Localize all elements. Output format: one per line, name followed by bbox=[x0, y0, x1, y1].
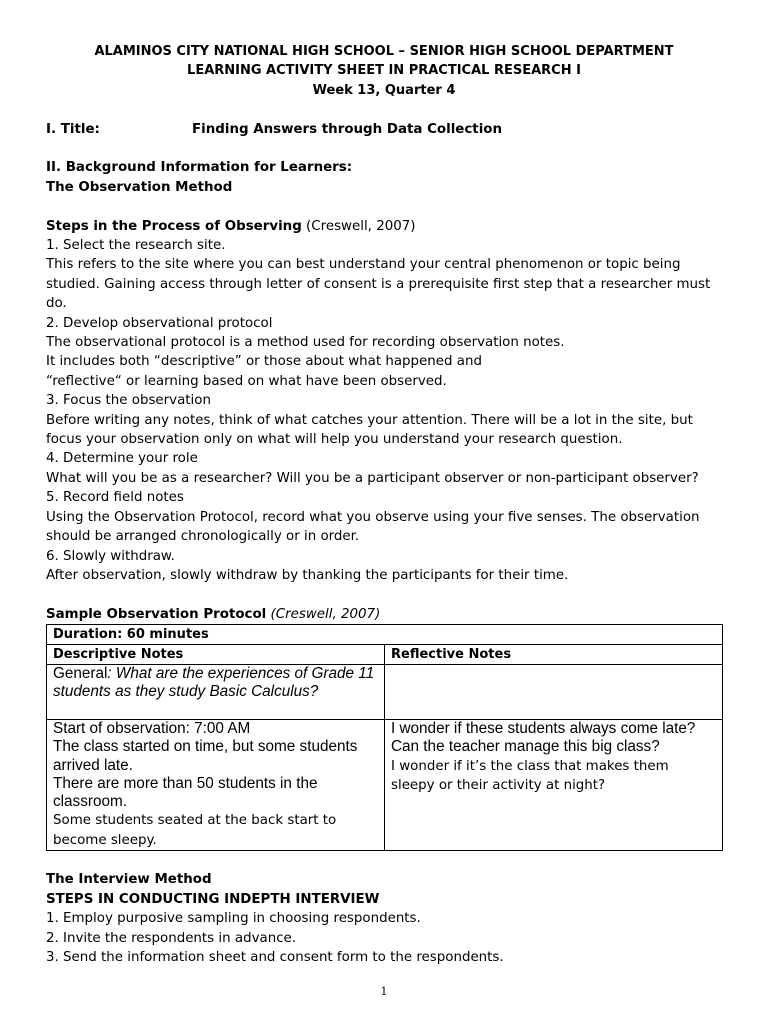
reflective-note: Can the teacher manage this big class? bbox=[391, 738, 660, 756]
descriptive-notes-header: Descriptive Notes bbox=[47, 645, 385, 665]
interview-step: 3. Send the information sheet and consent form to the respondents. bbox=[46, 949, 504, 965]
steps-heading: Steps in the Process of Observing bbox=[46, 218, 302, 234]
descriptive-notes-cell bbox=[47, 720, 385, 851]
general-label: General bbox=[53, 665, 108, 683]
step-line: Using the Observation Protocol, record what you observe using your five senses. The observation should be arranged chronologically or in order. bbox=[46, 509, 700, 545]
page-number: 1 bbox=[380, 985, 388, 998]
background-heading: II. Background Information for Learners: bbox=[46, 160, 353, 176]
interview-step: 2. Invite the respondents in advance. bbox=[46, 930, 297, 946]
step-line: It includes both “descriptive” or those about what happened and bbox=[46, 354, 482, 370]
general-cell bbox=[47, 665, 385, 720]
step-line: 4. Determine your role bbox=[46, 451, 198, 467]
interview-subheading: STEPS IN CONDUCTING INDEPTH INTERVIEW bbox=[46, 891, 380, 907]
observation-protocol-table bbox=[46, 624, 723, 851]
step-line: 3. Focus the observation bbox=[46, 393, 211, 409]
observation-method-heading: The Observation Method bbox=[46, 179, 233, 195]
step-line: What will you be as a researcher? Will you be a participant observer or non-participant observer? bbox=[46, 470, 699, 486]
step-line: This refers to the site where you can best understand your central phenomenon or topic being studied. Gaining access through letter of consent is a prerequisite first step that a researcher must do. bbox=[46, 257, 711, 312]
reflective-note: I wonder if these students always come late? bbox=[391, 720, 696, 738]
step-line: 5. Record field notes bbox=[46, 490, 184, 506]
protocol-citation: (Creswell, 2007) bbox=[270, 606, 381, 622]
step-line: Before writing any notes, think of what catches your attention. There will be a lot in the site, but focus your observation only on what will help you understand your research question. bbox=[46, 412, 693, 448]
general-text: : What are the experiences of Grade 11 students as they study Basic Calculus? bbox=[53, 665, 375, 701]
protocol-heading-line bbox=[46, 605, 722, 624]
table-row bbox=[47, 625, 723, 645]
step-line: After observation, slowly withdraw by thanking the participants for their time. bbox=[46, 567, 569, 583]
step-line: 6. Slowly withdraw. bbox=[46, 548, 175, 564]
steps-citation: (Creswell, 2007) bbox=[301, 218, 416, 234]
descriptive-note: Start of observation: 7:00 AM bbox=[53, 720, 251, 738]
document-page bbox=[46, 42, 722, 967]
reflective-note: I wonder if it’s the class that makes them sleepy or their activity at night? bbox=[391, 758, 669, 793]
title-row bbox=[46, 120, 722, 139]
interview-heading: The Interview Method bbox=[46, 872, 212, 888]
step-line: 2. Develop observational protocol bbox=[46, 315, 273, 331]
step-line: The observational protocol is a method used for recording observation notes. bbox=[46, 335, 565, 351]
descriptive-note: The class started on time, but some students arrived late. bbox=[53, 738, 358, 774]
document-header bbox=[46, 42, 722, 100]
interview-step: 1. Employ purposive sampling in choosing respondents. bbox=[46, 911, 421, 927]
descriptive-note: There are more than 50 students in the classroom. bbox=[53, 774, 318, 810]
step-line: “reflective“ or learning based on what have been observed. bbox=[46, 373, 447, 389]
table-row bbox=[47, 645, 723, 665]
duration-cell: Duration: 60 minutes bbox=[47, 625, 723, 645]
empty-reflective-cell bbox=[385, 665, 723, 720]
school-name: ALAMINOS CITY NATIONAL HIGH SCHOOL – SENIOR HIGH SCHOOL DEPARTMENT bbox=[94, 44, 674, 59]
step-line: 1. Select the research site. bbox=[46, 238, 226, 254]
table-row bbox=[47, 720, 723, 851]
table-row bbox=[47, 665, 723, 720]
protocol-heading: Sample Observation Protocol bbox=[46, 606, 267, 622]
steps-heading-line bbox=[46, 217, 722, 236]
reflective-notes-cell bbox=[385, 720, 723, 851]
descriptive-note: Some students seated at the back start to become sleepy. bbox=[53, 813, 337, 848]
title-label: I. Title: bbox=[46, 121, 100, 137]
sheet-title: LEARNING ACTIVITY SHEET IN PRACTICAL RESEARCH I bbox=[187, 63, 581, 79]
reflective-notes-header: Reflective Notes bbox=[385, 645, 723, 665]
title-value: Finding Answers through Data Collection bbox=[192, 121, 503, 137]
week-quarter: Week 13, Quarter 4 bbox=[312, 82, 456, 98]
